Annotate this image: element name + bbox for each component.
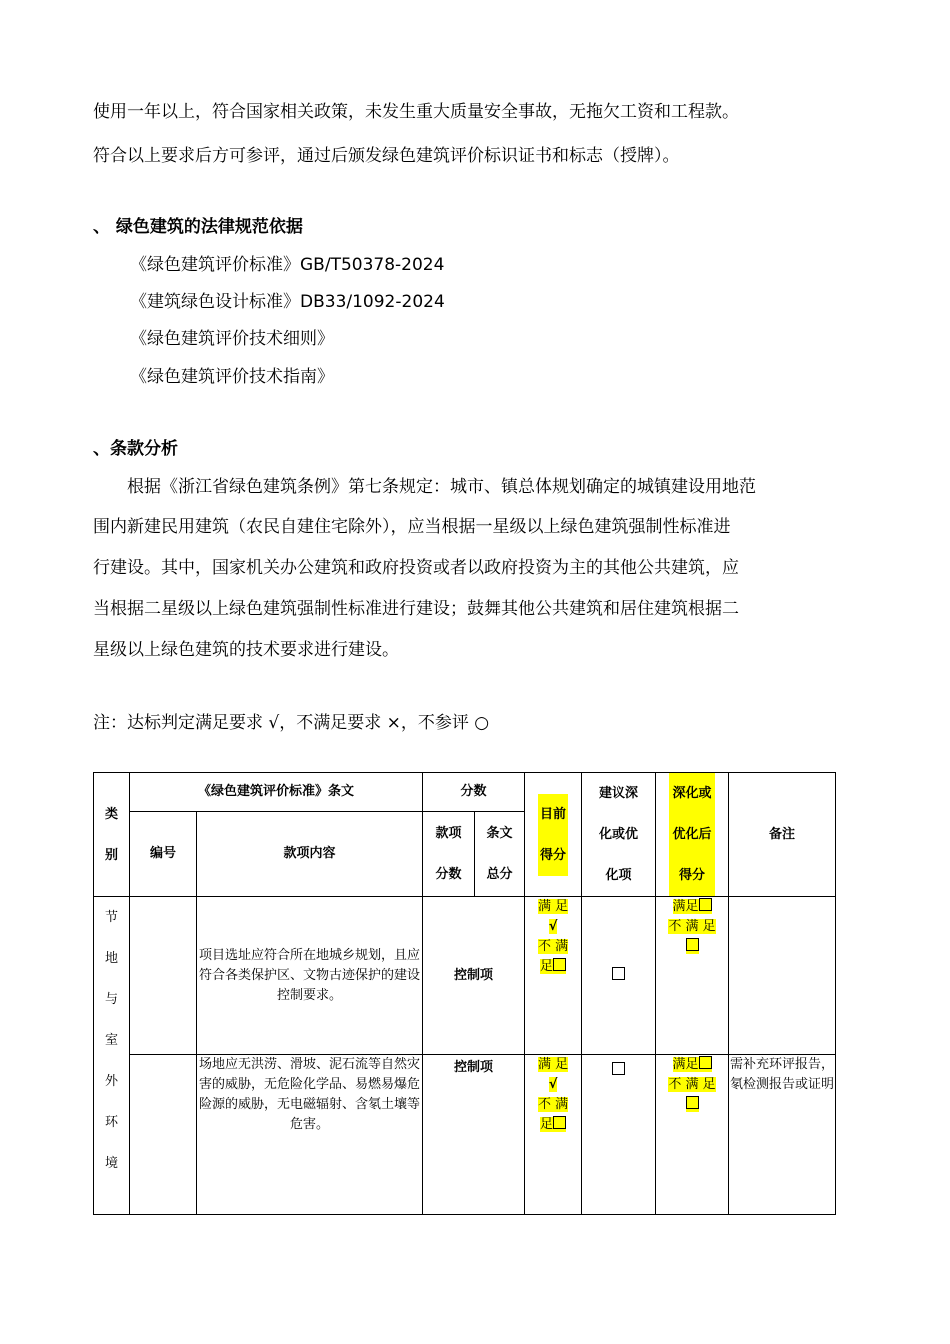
header-clause-group: 《绿色建筑评价标准》条文 bbox=[130, 773, 423, 812]
row-after-score: 满足 不 满 足 bbox=[656, 897, 729, 1055]
checkbox-icon[interactable] bbox=[699, 1056, 712, 1069]
header-score-group: 分数 bbox=[423, 773, 525, 812]
row-current-score: 满 足 √ 不 满 足 bbox=[525, 1055, 582, 1215]
analysis-para-line-4: 当根据二星级以上绿色建筑强制性标准进行建设；鼓舞其他公共建筑和居住建筑根据二 bbox=[93, 599, 739, 619]
header-number: 编号 bbox=[130, 811, 197, 896]
table-row bbox=[94, 1055, 836, 1215]
evaluation-table bbox=[93, 772, 836, 1215]
header-after-score: 深化或优化后得分 bbox=[656, 773, 729, 897]
row-suggest bbox=[582, 897, 656, 1055]
legal-item-1: 《绿色建筑评价标准》GB/T50378-2024 bbox=[130, 255, 445, 275]
checkbox-icon[interactable] bbox=[612, 1062, 625, 1075]
header-suggest: 建议深化或优化项 bbox=[582, 773, 656, 897]
analysis-para-line-2: 围内新建民用建筑（农民自建住宅除外），应当根据一星级以上绿色建筑强制性标准进 bbox=[93, 517, 731, 537]
header-category: 类别 bbox=[94, 773, 130, 897]
row-score-type: 控制项 bbox=[423, 897, 525, 1055]
header-total-score: 条文总分 bbox=[475, 811, 525, 896]
intro-line-2: 符合以上要求后方可参评，通过后颁发绿色建筑评价标识证书和标志（授牌）。 bbox=[93, 146, 680, 166]
row-after-score: 满足 不 满 足 bbox=[656, 1055, 729, 1215]
category-cell: 节地与室外环境 bbox=[94, 897, 130, 1215]
header-item-score: 款项分数 bbox=[423, 811, 475, 896]
checkbox-icon[interactable] bbox=[686, 1096, 699, 1109]
row-suggest bbox=[582, 1055, 656, 1215]
legal-item-4: 《绿色建筑评价技术指南》 bbox=[130, 367, 334, 387]
section-analysis-heading: 、条款分析 bbox=[93, 439, 178, 459]
row-score-type: 控制项 bbox=[423, 1055, 525, 1215]
row-content: 场地应无洪涝、滑坡、泥石流等自然灾害的威胁，无危险化学品、易燃易爆危险源的威胁，无电磁辐射、含氡土壤等危害。 bbox=[197, 1055, 423, 1215]
row-remarks bbox=[729, 897, 836, 1055]
judgement-note: 注：达标判定满足要求 √，不满足要求 ×，不参评 ○ bbox=[93, 713, 490, 733]
checkbox-icon[interactable] bbox=[686, 938, 699, 951]
legal-item-2: 《建筑绿色设计标准》DB33/1092-2024 bbox=[130, 292, 445, 312]
analysis-para-line-1: 根据《浙江省绿色建筑条例》第七条规定：城市、镇总体规划确定的城镇建设用地范 bbox=[127, 477, 756, 497]
checkbox-icon[interactable] bbox=[699, 898, 712, 911]
row-current-score: 满 足 √ 不 满 足 bbox=[525, 897, 582, 1055]
row-number bbox=[130, 1055, 197, 1215]
table-row bbox=[94, 897, 836, 1055]
row-remarks: 需补充环评报告，氡检测报告或证明 bbox=[729, 1055, 836, 1215]
intro-line-1: 使用一年以上，符合国家相关政策，未发生重大质量安全事故，无拖欠工资和工程款。 bbox=[93, 102, 739, 122]
header-content: 款项内容 bbox=[197, 811, 423, 896]
checkbox-icon[interactable] bbox=[553, 958, 566, 971]
header-current-score: 目前得分 bbox=[525, 773, 582, 897]
checkbox-icon[interactable] bbox=[553, 1116, 566, 1129]
section-legal-heading: 、 绿色建筑的法律规范依据 bbox=[93, 217, 303, 237]
row-content: 项目选址应符合所在地城乡规划，且应符合各类保护区、文物古迹保护的建设控制要求。 bbox=[197, 897, 423, 1055]
analysis-para-line-3: 行建设。其中，国家机关办公建筑和政府投资或者以政府投资为主的其他公共建筑，应 bbox=[93, 558, 739, 578]
checkbox-icon[interactable] bbox=[612, 967, 625, 980]
row-number bbox=[130, 897, 197, 1055]
header-remarks: 备注 bbox=[729, 773, 836, 897]
legal-item-3: 《绿色建筑评价技术细则》 bbox=[130, 329, 334, 349]
analysis-para-line-5: 星级以上绿色建筑的技术要求进行建设。 bbox=[93, 640, 399, 660]
